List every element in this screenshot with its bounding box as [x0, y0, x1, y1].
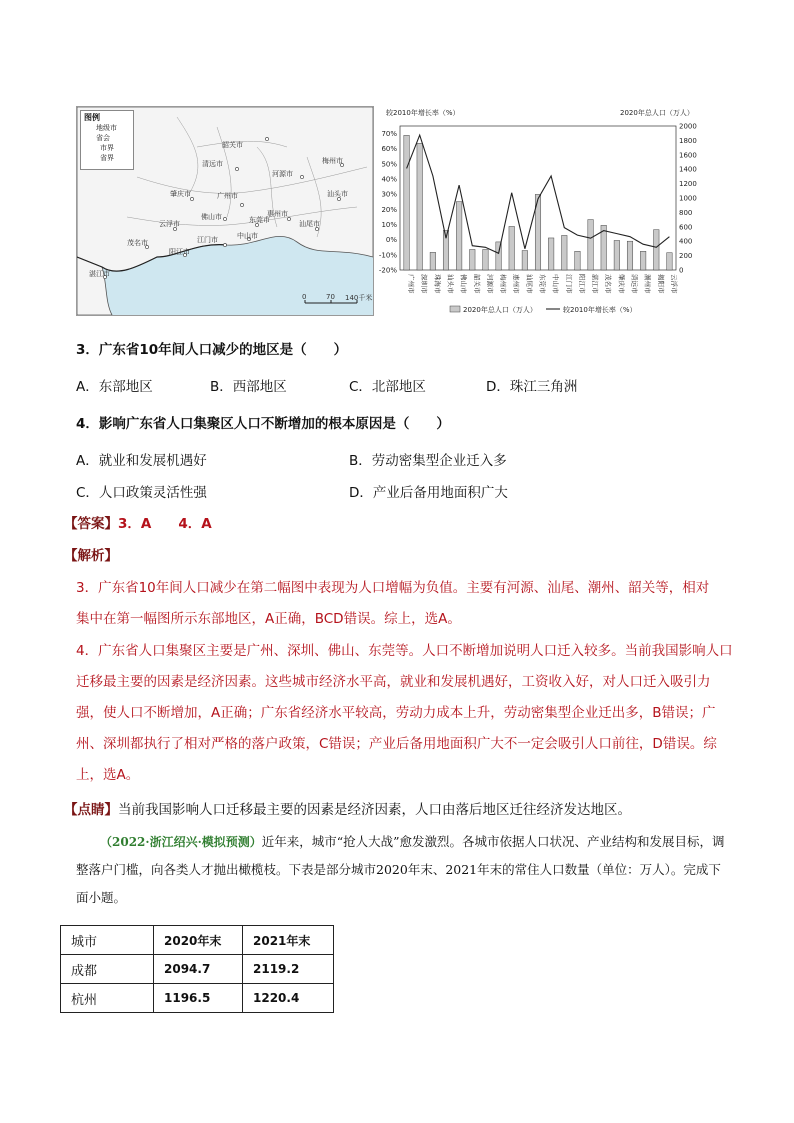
- source-tag: （2022·浙江绍兴·模拟预测）: [100, 835, 262, 849]
- category-label: 深圳市: [420, 274, 429, 294]
- q3-option-d[interactable]: D．珠江三角洲: [486, 379, 578, 395]
- tip-text: 当前我国影响人口迁移最主要的因素是经济因素，人口由落后地区迁往经济发达地区。: [118, 802, 631, 818]
- analysis-q4: 4．广东省人口集聚区主要是广州、深圳、佛山、东莞等。人口不断增加说明人口迁入较多。当前我国影响人口迁移最主要的因素是经济因素。这些城市经济水平高，就业和发展机遇好，工资收入好，对人口迁入吸引力强，使人口不断增加，A正确；广东省经济水平较高，劳动力成本上升，劳动密集型企业迁出多，B错误；广州、深圳都执行了相对严格的落户政策，C错误；产业后备用地面积广大不一定会吸引人口前往，D错误。综上，选A。: [76, 643, 733, 783]
- q4-stem: 4．影响广东省人口集聚区人口不断增加的根本原因是（ ）: [76, 416, 450, 432]
- category-label: 清远市: [630, 274, 639, 294]
- population-table: [60, 925, 334, 1013]
- q4-option-a[interactable]: A．就业和发展机遇好: [76, 453, 207, 469]
- q3-option-a[interactable]: A．东部地区: [76, 379, 153, 395]
- population-bar: [483, 249, 489, 270]
- population-bar: [640, 251, 646, 270]
- right-tick-label: 1400: [679, 165, 697, 174]
- chart-svg: [374, 104, 714, 318]
- left-tick-label: 70%: [381, 130, 397, 139]
- table-row: [61, 955, 334, 984]
- table-header: 2021年末: [243, 926, 334, 955]
- population-bar: [548, 238, 554, 270]
- q4-option-b[interactable]: B．劳动密集型企业迁入多: [349, 453, 507, 469]
- population-bar: [614, 240, 620, 270]
- left-tick-label: 40%: [381, 175, 397, 184]
- analysis-q3: 3．广东省10年间人口减少在第二幅图中表现为人口增幅为负值。主要有河源、汕尾、潮州、韶关等，相对集中在第一幅图所示东部地区，A正确，BCD错误。综上，选A。: [76, 580, 710, 627]
- left-tick-label: 20%: [381, 205, 397, 214]
- city-label: 江门市: [197, 236, 218, 244]
- right-tick-label: 600: [679, 223, 693, 232]
- category-label: 惠州市: [512, 274, 521, 294]
- category-label: 佛山市: [459, 274, 468, 294]
- table-cell: 1196.5: [154, 984, 243, 1013]
- population-bar: [470, 249, 476, 270]
- right-tick-label: 800: [679, 208, 693, 217]
- category-label: 阳江市: [577, 274, 586, 294]
- city-label: 茂名市: [127, 239, 148, 247]
- legend-growth: 较2010年增长率（%）: [563, 306, 637, 314]
- tip-label: 【点睛】: [64, 802, 118, 818]
- answer-line: [64, 514, 212, 534]
- category-label: 云浮市: [669, 274, 678, 294]
- city-label: 肇庆市: [170, 190, 191, 198]
- left-axis-label: 较2010年增长率（%）: [386, 109, 460, 117]
- right-tick-label: 1000: [679, 194, 697, 203]
- city-label: 佛山市: [201, 213, 222, 221]
- right-tick-label: 400: [679, 237, 693, 246]
- city-label: 清远市: [202, 160, 223, 168]
- stem-text: 近年来，城市“抢人大战”愈发激烈。各城市依据人口状况、产业结构和发展目标，调整落户门槛，向各类人才抛出橄榄枝。下表是部分城市2020年末、2021年末的常住人口数量（单位：万人）。完成下面小题。: [76, 834, 725, 905]
- left-tick-label: -10%: [378, 251, 397, 260]
- right-tick-label: 1200: [679, 180, 697, 189]
- population-bar: [509, 226, 515, 270]
- right-tick-label: 0: [679, 266, 684, 275]
- q4-option-d[interactable]: D．产业后备用地面积广大: [349, 485, 508, 501]
- legend-population: 2020年总人口（万人）: [463, 306, 537, 314]
- category-label: 河源市: [485, 274, 494, 294]
- city-label: 中山市: [237, 232, 258, 240]
- population-bar: [562, 235, 568, 270]
- population-bar: [430, 252, 436, 270]
- category-label: 江门市: [564, 274, 573, 294]
- category-label: 汕头市: [446, 274, 455, 294]
- category-label: 韶关市: [472, 274, 481, 294]
- right-tick-label: 1600: [679, 151, 697, 160]
- population-bar: [404, 135, 410, 270]
- table-cell: 成都: [61, 955, 154, 984]
- next-stem: [76, 828, 726, 912]
- answer-text: 3．A 4．A: [118, 516, 212, 532]
- table-cell: 2119.2: [243, 955, 334, 984]
- tip-line: [64, 800, 631, 820]
- legend-item: 地级市: [96, 124, 117, 132]
- population-bar: [588, 220, 594, 270]
- right-axis-label: 2020年总人口（万人）: [620, 109, 694, 117]
- guangdong-map: [76, 106, 374, 316]
- answer-label: 【答案】: [64, 516, 118, 532]
- category-label: 东莞市: [538, 274, 547, 294]
- city-label: 广州市: [217, 192, 238, 200]
- legend-item: 省界: [100, 154, 114, 162]
- q4-option-c[interactable]: C．人口政策灵活性强: [76, 485, 207, 501]
- city-label: 云浮市: [159, 220, 180, 228]
- population-bar: [456, 202, 462, 270]
- left-tick-label: 60%: [381, 145, 397, 154]
- category-label: 广州市: [407, 274, 416, 294]
- legend-item: 省会: [96, 134, 110, 142]
- table-cell: 杭州: [61, 984, 154, 1013]
- legend-bar-swatch: [450, 306, 460, 312]
- right-tick-label: 1800: [679, 136, 697, 145]
- table-cell: 1220.4: [243, 984, 334, 1013]
- legend-item: 市界: [100, 144, 114, 152]
- population-bar: [522, 251, 528, 270]
- category-label: 中山市: [551, 274, 560, 294]
- category-label: 潮州市: [643, 274, 652, 294]
- scale-label: 0: [302, 293, 307, 301]
- population-bar: [575, 251, 581, 270]
- city-label: 汕尾市: [299, 220, 320, 228]
- left-tick-label: 0%: [385, 236, 397, 245]
- city-label: 梅州市: [322, 157, 343, 165]
- city-label: 湛江市: [89, 270, 110, 278]
- q3-stem: 3．广东省10年间人口减少的地区是（ ）: [76, 342, 348, 358]
- table-header: 2020年末: [154, 926, 243, 955]
- chart-legend: [450, 305, 636, 314]
- population-bar: [417, 143, 423, 270]
- city-label: 韶关市: [222, 141, 243, 149]
- left-tick-label: 10%: [381, 221, 397, 230]
- population-chart: [374, 104, 714, 318]
- legend-title: 图例: [84, 113, 100, 122]
- category-label: 汕尾市: [525, 274, 534, 294]
- q3-option-b[interactable]: B．西部地区: [210, 379, 287, 395]
- population-bar: [654, 230, 660, 270]
- city-label: 惠州市: [267, 210, 288, 218]
- map-legend: [80, 110, 134, 170]
- left-tick-label: 30%: [381, 190, 397, 199]
- left-tick-label: -20%: [378, 266, 397, 275]
- city-label: 汕头市: [327, 190, 348, 198]
- category-label: 肇庆市: [617, 274, 626, 294]
- city-label: 河源市: [272, 170, 293, 178]
- category-label: 揭阳市: [656, 274, 665, 294]
- category-label: 梅州市: [499, 274, 508, 294]
- scale-label: 140千米: [345, 294, 373, 302]
- right-tick-label: 2000: [679, 122, 697, 131]
- category-label: 茂名市: [604, 274, 613, 294]
- analysis-label: 【解析】: [64, 548, 118, 564]
- left-tick-label: 50%: [381, 160, 397, 169]
- category-label: 珠海市: [433, 274, 442, 294]
- table-header: 城市: [61, 926, 154, 955]
- scale-label: 70: [326, 293, 335, 301]
- population-bar: [627, 241, 633, 270]
- table-header-row: [61, 926, 334, 955]
- q3-option-c[interactable]: C．北部地区: [349, 379, 426, 395]
- table-row: [61, 984, 334, 1013]
- city-label: 东莞市: [249, 216, 270, 224]
- table-cell: 2094.7: [154, 955, 243, 984]
- city-label: 阳江市: [169, 248, 190, 256]
- population-bar: [667, 253, 673, 270]
- right-tick-label: 200: [679, 252, 693, 261]
- category-label: 湛江市: [591, 274, 600, 294]
